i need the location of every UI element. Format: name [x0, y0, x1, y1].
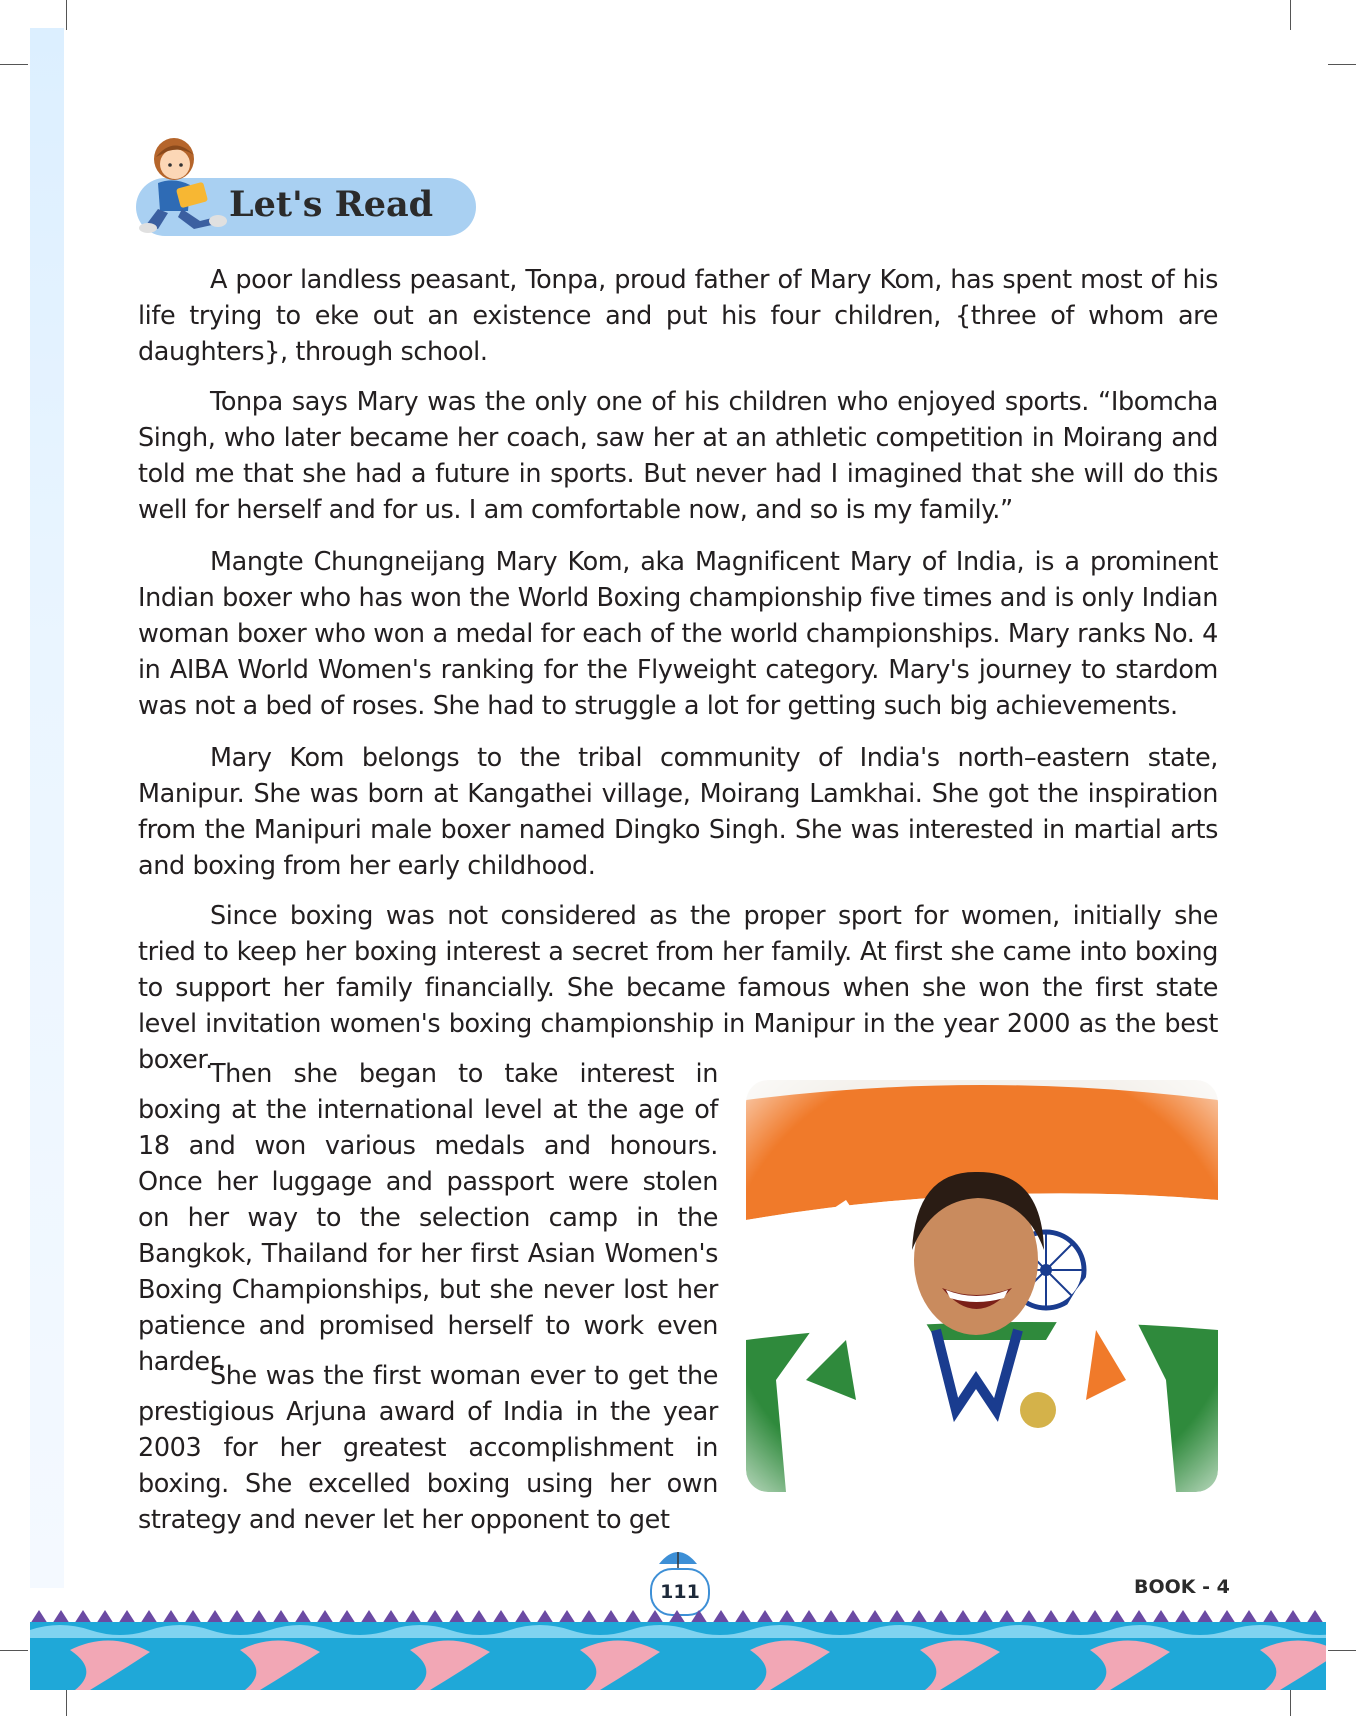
- tree-shape: [492, 1610, 510, 1624]
- tree-shape: [998, 1610, 1016, 1624]
- tree-shape: [1130, 1610, 1148, 1624]
- tree-shape: [712, 1610, 730, 1624]
- tree-shape: [74, 1610, 92, 1624]
- tree-shape: [1262, 1610, 1280, 1624]
- tree-shape: [822, 1610, 840, 1624]
- tree-shape: [756, 1610, 774, 1624]
- section-title: Let's Read: [229, 184, 434, 225]
- tree-shape: [404, 1610, 422, 1624]
- tree-shape: [118, 1610, 136, 1624]
- tree-shape: [1042, 1610, 1060, 1624]
- tree-shape: [448, 1610, 466, 1624]
- book-label: BOOK - 4: [1134, 1576, 1230, 1598]
- tree-shape: [910, 1610, 928, 1624]
- tree-shape: [976, 1610, 994, 1624]
- paragraph: Mangte Chungneijang Mary Kom, aka Magnificent Mary of India, is a prominent Indian boxer who has won the World Boxing championship five times and is only Indian woman boxer who won a medal for each of the world championships. Mary ranks No. 4 in AIBA World Women's ranking for the Flyweight category. Mary's journey to stardom was not a bed of roses. She had to struggle a lot for getting such big achievements.: [138, 547, 1218, 721]
- tree-shape: [514, 1610, 532, 1624]
- paragraph: Tonpa says Mary was the only one of his children who enjoyed sports. “Ibomcha Singh, who later became her coach, saw her at an athletic competition in Moirang and told me that she had a future in sports. But never had I imagined that she will do this well for herself and for us. I am comfortable now, and so is my family.”: [138, 387, 1218, 525]
- page-number: 111: [650, 1568, 710, 1616]
- tree-shape: [1020, 1610, 1038, 1624]
- paragraph: She was the first woman ever to get the prestigious Arjuna award of India in the year 2003 for her greatest accomplishment in boxing. She excelled boxing using her own strategy and never let her opponent to get: [138, 1361, 718, 1535]
- paragraph: A poor landless peasant, Tonpa, proud father of Mary Kom, has spent most of his life trying to eke out an existence and put his four children, {three of whom are daughters}, through school.: [138, 265, 1218, 367]
- tree-shape: [646, 1610, 664, 1624]
- tree-shape: [844, 1610, 862, 1624]
- tree-shape: [140, 1610, 158, 1624]
- tree-shape: [228, 1610, 246, 1624]
- tree-shape: [184, 1610, 202, 1624]
- tree-shape: [954, 1610, 972, 1624]
- tree-shape: [580, 1610, 598, 1624]
- tree-shape: [1152, 1610, 1170, 1624]
- crop-mark: [0, 1650, 28, 1651]
- tree-shape: [734, 1610, 752, 1624]
- tree-shape: [1240, 1610, 1258, 1624]
- paragraph: Mary Kom belongs to the tribal community of India's north–eastern state, Manipur. She was born at Kangathei village, Moirang Lamkhai. She got the inspiration from the Manipuri male boxer named Dingko Singh. She was interested in martial arts and boxing from her early childhood.: [138, 743, 1218, 881]
- tree-shape: [1086, 1610, 1104, 1624]
- tree-shape: [932, 1610, 950, 1624]
- crop-mark: [1328, 64, 1356, 65]
- tree-shape: [338, 1610, 356, 1624]
- tree-shape: [162, 1610, 180, 1624]
- crop-mark: [66, 1690, 67, 1716]
- crop-mark: [1290, 1690, 1291, 1716]
- tree-shape: [316, 1610, 334, 1624]
- footer-decoration: [30, 1600, 1326, 1690]
- paragraph: Then she began to take interest in boxing at the international level at the age of 18 and won various medals and honours. Once her luggage and passport were stolen on her way to the selection camp in the Bangkok, Thailand for her first Asian Women's Boxing Championships, but she never lost her patience and promised herself to work even harder.: [138, 1059, 718, 1377]
- sky-margin-strip: [30, 28, 64, 1588]
- tree-shape: [888, 1610, 906, 1624]
- tree-shape: [470, 1610, 488, 1624]
- tree-shape: [1196, 1610, 1214, 1624]
- tree-shape: [96, 1610, 114, 1624]
- tree-shape: [668, 1610, 686, 1624]
- paragraph: Since boxing was not considered as the proper sport for women, initially she tried to keep her boxing interest a secret from her family. At first she came into boxing to support her family financially. She became famous when she won the first state level invitation women's boxing championship in Manipur in the year 2000 as the best boxer.: [138, 901, 1218, 1075]
- tree-shape: [382, 1610, 400, 1624]
- tree-shape: [272, 1610, 290, 1624]
- crop-mark: [0, 64, 28, 65]
- tree-shape: [558, 1610, 576, 1624]
- tree-shape: [624, 1610, 642, 1624]
- tree-shape: [866, 1610, 884, 1624]
- tree-shape: [360, 1610, 378, 1624]
- crop-mark: [1328, 1650, 1356, 1651]
- tree-shape: [250, 1610, 268, 1624]
- tree-shape: [602, 1610, 620, 1624]
- mary-kom-photo: [746, 1080, 1218, 1492]
- tree-shape: [294, 1610, 312, 1624]
- tree-shape: [1306, 1610, 1324, 1624]
- tree-shape: [536, 1610, 554, 1624]
- tree-shape: [1064, 1610, 1082, 1624]
- crop-mark: [66, 0, 67, 30]
- crop-mark: [1290, 0, 1291, 30]
- reading-boy-icon: [138, 133, 234, 233]
- tree-shape: [426, 1610, 444, 1624]
- tree-shape: [30, 1610, 48, 1624]
- tree-shape: [800, 1610, 818, 1624]
- tree-shape: [1174, 1610, 1192, 1624]
- tree-shape: [778, 1610, 796, 1624]
- tree-shape: [1108, 1610, 1126, 1624]
- tree-shape: [206, 1610, 224, 1624]
- tree-shape: [1284, 1610, 1302, 1624]
- tree-shape: [52, 1610, 70, 1624]
- tree-shape: [690, 1610, 708, 1624]
- tree-shape: [1218, 1610, 1236, 1624]
